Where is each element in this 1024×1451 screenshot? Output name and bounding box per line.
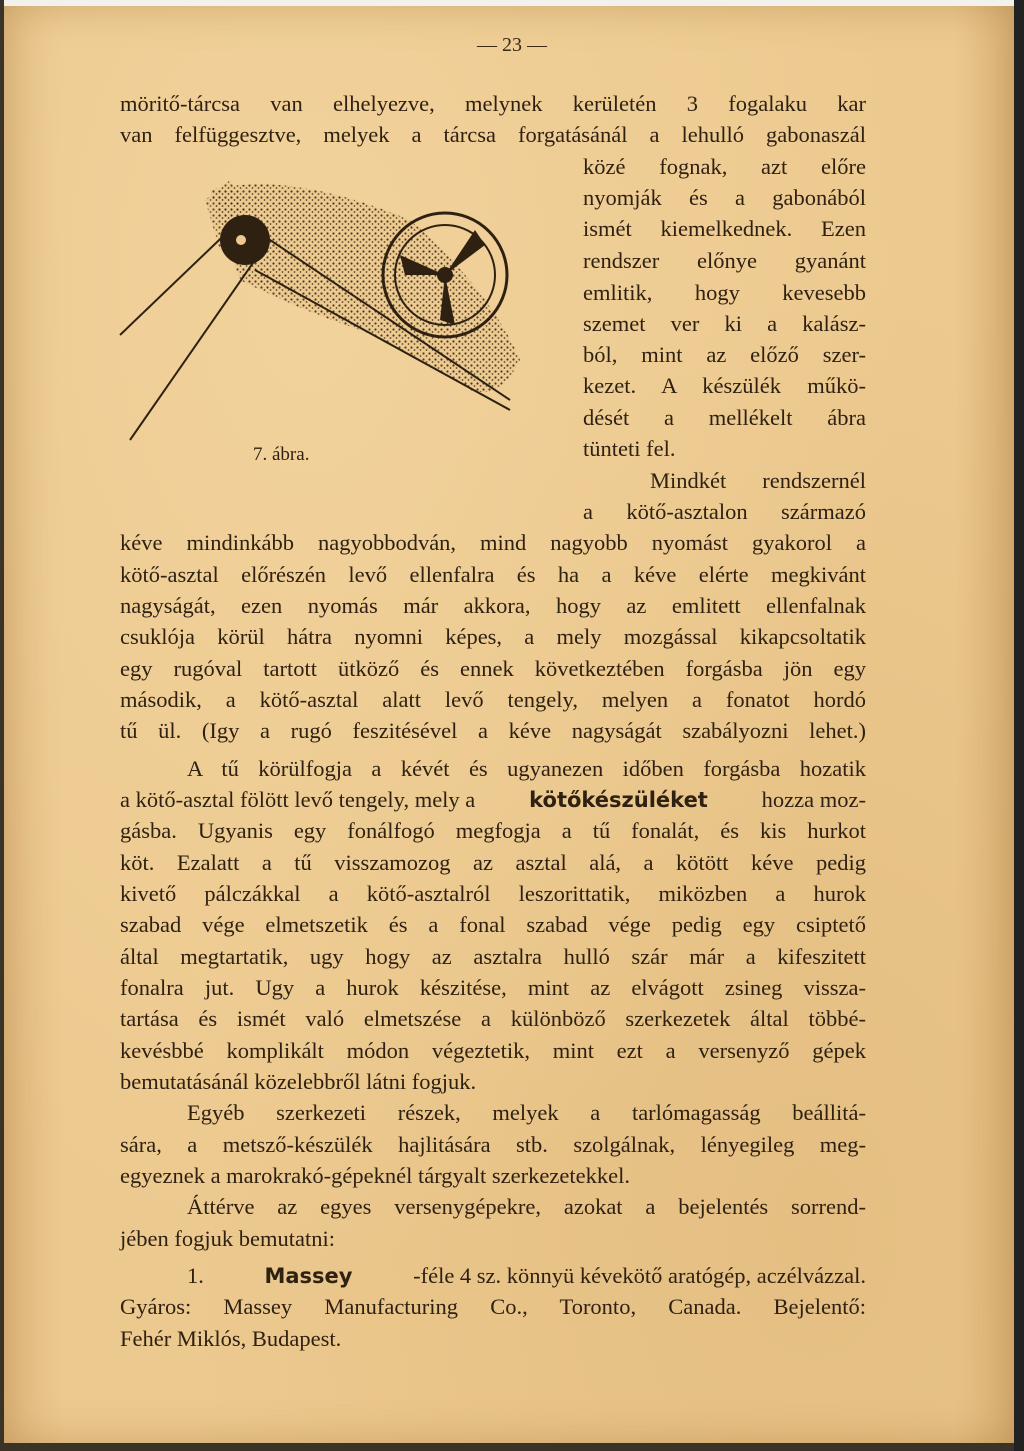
text-line <box>120 785 866 815</box>
text-line: möritő-tárcsa van elhelyezve, melynek kerületén 3 fogalaku kar <box>120 91 866 116</box>
reaper-binder-illustration <box>110 160 540 460</box>
text-line: szemet ver ki a kalász- <box>583 311 866 336</box>
text-line: köt. Ezalatt a tű visszamozog az asztal alá, a kötött kéve pedig <box>120 850 866 875</box>
text-line: nagyságát, ezen nyomás már akkora, hogy az emlitett ellenfalnak <box>120 593 866 618</box>
text-line: közé fognak, azt előre <box>583 154 866 179</box>
text-line: szabad vége elmetszetik és a fonal szabad vége pedig egy csiptető <box>120 912 866 937</box>
text-line: rendszer előnye gyanánt <box>583 248 866 273</box>
line-part: hozza moz- <box>756 787 866 812</box>
text-line: kötő-asztal előrészén levő ellenfalra és ha a kéve elérte megkivánt <box>120 562 866 587</box>
text-line: emlitik, hogy kevesebb <box>583 280 866 305</box>
text-line: tű ül. (Igy a rugó feszitésével a kéve nagyságát szabályozni lehet.) <box>120 718 866 743</box>
text-line: kivető pálczákkal a kötő-asztalról leszorittatik, miközben a hurok <box>120 881 866 906</box>
text-line: által megtartatik, ugy hogy az asztalra hulló szár már a kifeszitett <box>120 944 866 969</box>
text-line: kevésbbé komplikált módon végeztetik, mint ezt a versenyző gépek <box>120 1038 866 1063</box>
figure-caption: 7. ábra. <box>253 444 310 465</box>
text-line: Mindkét rendszernél <box>650 468 866 493</box>
text-line: Fehér Miklós, Budapest. <box>120 1326 342 1351</box>
text-line: egyeznek a marokrakó-gépeknél tárgyalt szerkezetekkel. <box>120 1163 630 1188</box>
text-line: jében fogjuk bemutatni: <box>120 1226 335 1251</box>
scan-right-edge <box>1014 0 1024 1451</box>
text-line: nyomják és a gabonából <box>583 185 866 210</box>
text-line: fonalra jut. Ugy a hurok készitése, mint az elvágott zsineg vissza- <box>120 975 866 1000</box>
text-line: egy rugóval tartott ütköző és ennek következtében forgásba jön egy <box>120 656 866 681</box>
text-line: Áttérve az egyes versenygépekre, azokat a bejelentés sorrend- <box>187 1194 866 1219</box>
text-line: csuklója körül hátra nyomni képes, a mely mozgással kikapcsoltatik <box>120 624 866 649</box>
text-line: tartása és ismét való elmetszése a különböző szerkezetek által többé- <box>120 1006 866 1031</box>
text-line: dését a mellékelt ábra <box>583 405 866 430</box>
line-part: -féle 4 sz. könnyü kévekötő aratógép, aczélvázzal. <box>407 1263 866 1288</box>
text-line: Egyéb szerkezeti részek, melyek a tarlómagasság beállitá- <box>187 1100 866 1125</box>
text-line: van felfüggesztve, melyek a tárcsa forgatásánál a lehulló gabonaszál <box>120 122 866 147</box>
bold-term: kötőkészüléket <box>529 788 708 812</box>
text-line: sára, a metsző-készülék hajlitására stb. szolgálnak, lényegileg meg- <box>120 1132 866 1157</box>
text-line: Gyáros: Massey Manufacturing Co., Toronto, Canada. Bejelentő: <box>120 1294 866 1319</box>
page-number: — 23 — <box>477 34 547 56</box>
text-line: bemutatásánál közelebbről látni fogjuk. <box>120 1069 477 1094</box>
text-line: ismét kiemelkednek. Ezen <box>583 216 866 241</box>
text-line: A tű körülfogja a kévét és ugyanezen időben forgásba hozatik <box>187 756 866 781</box>
text-line: kéve mindinkább nagyobbodván, mind nagyobb nyomást gyakorol a <box>120 530 866 555</box>
text-line: a kötő-asztalon származó <box>583 499 866 524</box>
bold-term: Massey <box>264 1264 353 1288</box>
text-line: tünteti fel. <box>583 436 676 461</box>
text-line: gásba. Ugyanis egy fonálfogó megfogja a tű fonalát, és kis hurkot <box>120 818 866 843</box>
text-line: kezet. A készülék műkö- <box>583 373 866 398</box>
line-part: 1. <box>187 1263 210 1288</box>
text-line: ból, mint az előző szer- <box>583 342 866 367</box>
line-part: a kötő-asztal fölött levő tengely, mely a <box>120 787 481 812</box>
text-line: második, a kötő-asztal alatt levő tengely, melyen a fonatot hordó <box>120 687 866 712</box>
text-line <box>187 1261 866 1291</box>
